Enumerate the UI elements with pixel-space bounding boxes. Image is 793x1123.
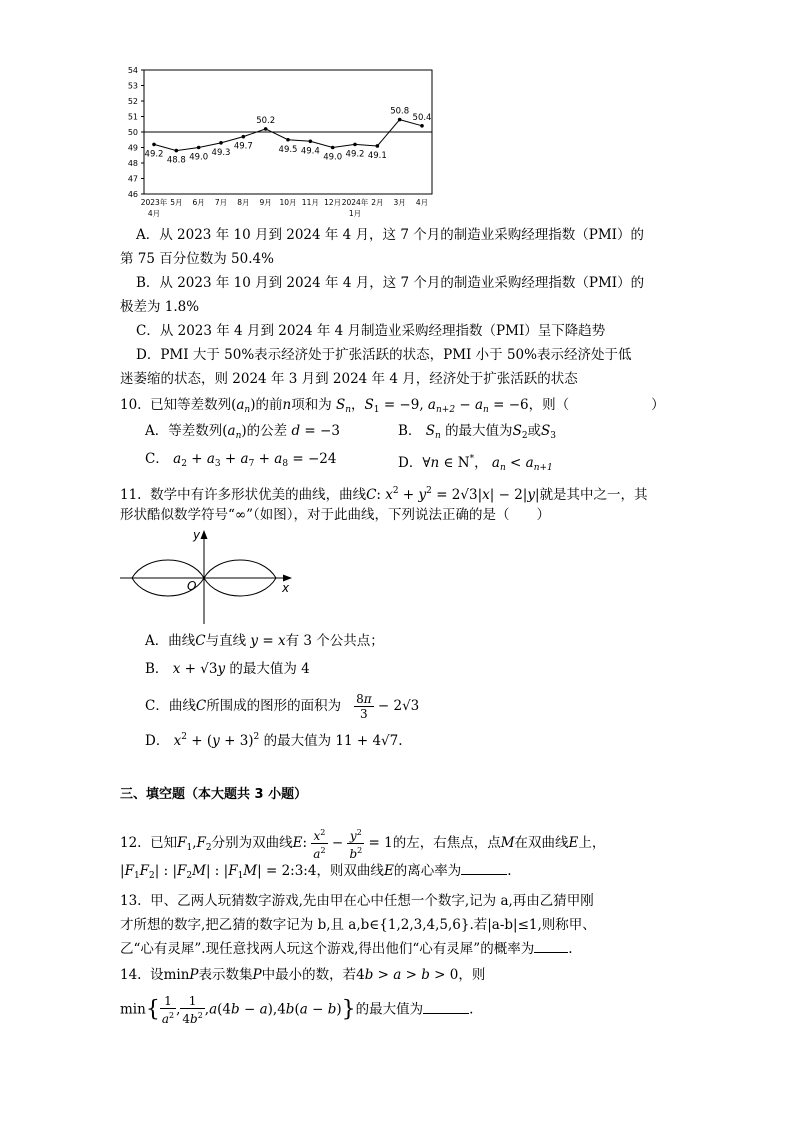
q11-option-c-text-b: 所围成的图形的面积为 [206, 698, 342, 714]
data-point [152, 143, 156, 147]
q11-option-a-text: A．曲线 [145, 633, 196, 649]
q10-option-b-text: B． [398, 423, 422, 439]
y-tick-label: 49 [127, 143, 138, 153]
q14-text-e: 的最大值为 [355, 1001, 424, 1018]
q9-option-d-line1: D．PMI 大于 50%表示经济处于扩张活跃的状态，PMI 小于 50%表示经济处于低 [136, 347, 632, 363]
data-label: 50.2 [256, 115, 276, 126]
q11-option-a-text-c: 有 3 个公共点； [285, 633, 384, 649]
data-label: 49.5 [278, 144, 298, 155]
x-tick-label: 4月 [415, 198, 429, 207]
data-label: 50.8 [390, 106, 410, 117]
q10-stem: 10. 已知等差数列$(a_n)$的前n项和为 $S_n$，$S_1 = -9$, $a_{n+2} - a_n = -6$，则（ ） [120, 397, 665, 415]
section-heading: 三、填空题（本大题共 3 小题） [120, 787, 308, 802]
q10-option-a-text-c: = −3 [304, 423, 340, 439]
x-tick-label: 7月 [214, 198, 228, 207]
infinity-curve-figure [120, 526, 300, 626]
q11-option-d-text: D． [145, 733, 170, 749]
q10-stem-text-c: 项和为 [291, 397, 332, 413]
q14-number: 14. [120, 967, 142, 983]
q11-option-a: A．曲线C与直线 y = x有 3 个公共点； [145, 633, 384, 649]
q10-stem-text-d: ，则（ [528, 397, 570, 413]
q10-option-a: A．等差数列$(a_n)$的公差 d = −3 [145, 423, 340, 441]
q10-option-c-text-b: = −24 [292, 451, 337, 467]
q10-option-d-text: D．∀ [398, 455, 431, 471]
data-point [353, 143, 357, 147]
q10-option-c: C． $a_2 + a_3 + a_7 + a_8 = -24$ [145, 451, 337, 469]
data-point [376, 144, 380, 148]
data-point [264, 127, 268, 131]
q13-number: 13. [120, 893, 142, 909]
data-label: 49.1 [367, 150, 387, 161]
x-tick-label: 2023年 [140, 198, 168, 207]
y-tick-label: 52 [127, 97, 138, 106]
q12-period: . [507, 863, 512, 879]
data-point [175, 149, 179, 153]
q10-option-d-text-c: ， [474, 455, 488, 471]
data-label: 49.7 [233, 141, 253, 152]
x-tick-label-sub: 4月 [147, 209, 161, 218]
q11-stem-line1: 11. 数学中有许多形状优美的曲线，曲线C: $x^2 + y^2 = 2√3|x| - 2|y|$就是其中之一，其 [120, 486, 648, 503]
data-point [309, 140, 313, 144]
q14-line1: 14. 设minP表示数集P中最小的数，若4b > a > b > 0，则 [120, 967, 486, 983]
x-tick-label: 2024年 [341, 198, 369, 207]
q12-text-d: 在双曲线 [514, 835, 569, 851]
q11-number: 11. [120, 487, 142, 503]
q13-line3: 乙“心有灵犀”.现任意找两人玩这个游戏,得出他们“心有灵犀”的概率为 . [120, 941, 573, 957]
q10-option-b-text-c: 或 [527, 423, 542, 439]
y-tick-label: 47 [127, 174, 138, 184]
q10-stem-text-e: ） [651, 397, 665, 413]
q14-text-c: 中最小的数，若 [261, 967, 357, 983]
q12-text-c: 的左，右焦点，点 [392, 835, 501, 851]
q11-stem-text-b: 就是其中之一，其 [539, 487, 648, 503]
y-axis-label: y [193, 528, 201, 542]
q11-option-c-text: C．曲线 [145, 698, 196, 714]
q10-option-c-text: C． [145, 451, 169, 467]
q14-line2: min{ $\frac{1}{a^2}$ , $\frac{1}{4b^2}$ ,a(4b − a),4b(a − b)}的最大值为 . [120, 994, 474, 1026]
x-tick-label: 10月 [279, 198, 297, 207]
q11-option-b-text-b: 的最大值为 4 [229, 661, 310, 677]
q12-text-f: ，则双曲线 [316, 863, 384, 879]
data-label: 49.0 [189, 152, 209, 163]
data-label: 49.2 [144, 149, 164, 160]
q14-text-b: 表示数集 [198, 967, 253, 983]
x-tick-label: 9月 [259, 198, 272, 207]
q9-option-b-line1: B．从 2023 年 10 月到 2024 年 4 月，这 7 个月的制造业采购经理指数（PMI）的 [136, 275, 645, 291]
q12-line2: $|F_1F_2|$ : $|F_2M|$ : $|F_1M|$ = 2:3:4，则双曲线E的离心率为 . [120, 863, 512, 881]
q10-stem-text-b: 的前 [255, 397, 283, 413]
q13-text-line1: 甲、乙两人玩猜数字游戏,先由甲在心中任想一个数字,记为 a,再由乙猜甲刚 [150, 893, 594, 909]
data-label: 49.4 [300, 146, 320, 157]
q10-option-d: D．∀n ∈ N*， $a_n < a_{n+1}$ [398, 454, 553, 473]
q13-text-line3: 乙“心有灵犀”.现任意找两人玩这个游戏,得出他们“心有灵犀”的概率为 [120, 941, 535, 957]
q12-number: 12. [120, 835, 142, 851]
data-point [219, 141, 223, 145]
y-tick-label: 51 [127, 112, 138, 122]
data-label: 49.2 [345, 149, 365, 160]
q9-option-d-line2: 迷萎缩的状态，则 2024 年 3 月到 2024 年 4 月，经济处于扩张活跃的状态 [120, 371, 578, 387]
q12-text-g: 的离心率为 [393, 863, 462, 879]
y-tick-label: 54 [127, 66, 138, 75]
q11-option-b: B． x + √3y 的最大值为 4 [145, 661, 310, 677]
origin-label: O [187, 579, 197, 593]
y-tick-label: 53 [127, 81, 138, 91]
pmi-line-chart [110, 62, 440, 222]
x-tick-label: 12月 [324, 198, 342, 207]
q14-text-d: ，则 [458, 967, 486, 983]
q11-option-d-text-b: 的最大值为 11 + 4√7. [263, 733, 403, 749]
x-tick-label-sub: 1月 [348, 209, 362, 218]
q10-option-b-text-b: 的最大值为 [445, 423, 513, 439]
q11-option-d: D． $x^2 + (y + 3)^2$ 的最大值为 11 + 4√7. [145, 732, 403, 749]
answer-blank[interactable] [534, 952, 568, 953]
data-point [331, 146, 335, 150]
y-tick-label: 46 [127, 190, 138, 199]
q10-option-d-text-b: ∈ N [443, 455, 470, 471]
q14-min-label: min [120, 1001, 146, 1018]
x-axis-label: x [282, 581, 290, 595]
q12-text-b: 分别为双曲线 [211, 835, 293, 851]
x-tick-label: 11月 [301, 198, 319, 207]
q10-option-b: B． $S_n$ 的最大值为$S_2$或$S_3$ [398, 423, 557, 441]
q14-text-a: 设 [150, 967, 164, 983]
q9-option-a-line1: A．从 2023 年 10 月到 2024 年 4 月，这 7 个月的制造业采购经理指数（PMI）的 [136, 227, 644, 243]
data-label: 48.8 [166, 155, 186, 166]
q9-option-c: C．从 2023 年 4 月到 2024 年 4 月制造业采购经理指数（PMI）呈下降趋势 [136, 323, 606, 339]
q13-line1 [120, 892, 594, 910]
q11-stem-text-a: 数学中有许多形状优美的曲线，曲线 [150, 487, 367, 503]
x-tick-label: 6月 [192, 198, 205, 207]
q12-ratio: = 2:3:4 [265, 863, 317, 879]
q12-text-a: 已知 [150, 835, 178, 851]
q11-option-c: C．曲线C所围成的图形的面积为 $\frac{8\pi}{3}$ − 2√3 [145, 692, 420, 721]
q9-option-b-line2: 极差为 1.8% [120, 299, 200, 315]
q12-text-e: 上， [578, 835, 606, 851]
x-tick-label: 2月 [371, 198, 384, 207]
q10-number: 10. [120, 397, 142, 413]
q11-stem-line2: 形状酷似数学符号“∞”（如图），对于此曲线，下列说法正确的是（ ） [120, 507, 551, 523]
x-tick-label: 3月 [393, 198, 406, 207]
y-tick-label: 50 [127, 128, 138, 137]
data-point [398, 118, 402, 122]
answer-blank[interactable] [423, 1013, 469, 1014]
q9-option-a-line2: 第 75 百分位数为 50.4% [120, 251, 274, 267]
q10-stem-text-a: 已知等差数列 [150, 397, 232, 413]
x-tick-label: 5月 [170, 198, 183, 207]
y-axis-arrow-icon [201, 530, 208, 539]
q10-option-a-text-b: 的公差 [246, 423, 288, 439]
data-point [286, 138, 290, 142]
data-point [242, 135, 246, 139]
data-label: 49.0 [323, 152, 343, 163]
answer-blank[interactable] [461, 874, 507, 875]
x-tick-label: 8月 [237, 198, 250, 207]
q13-line2: 才所想的数字,把乙猜的数字记为 b,且 a,b∈{1,2,3,4,5,6}.若|a-b|≤1,则称甲、 [120, 917, 596, 933]
data-point [197, 146, 201, 150]
q11-option-a-text-b: 与直线 [205, 633, 247, 649]
data-point [420, 124, 424, 128]
q10-option-a-text: A．等差数列 [145, 423, 223, 439]
q12-line1: 12. 已知$F_1,F_2$分别为双曲线E: $\frac{x^2}{a^2}$ − $\frac{y^2}{b^2}$ = 1的左，右焦点，点M在双曲线E上， [120, 828, 606, 861]
y-tick-label: 48 [127, 159, 138, 168]
data-label: 49.3 [211, 147, 231, 158]
data-label: 50.4 [412, 112, 432, 123]
q11-option-b-text: B． [145, 661, 169, 677]
